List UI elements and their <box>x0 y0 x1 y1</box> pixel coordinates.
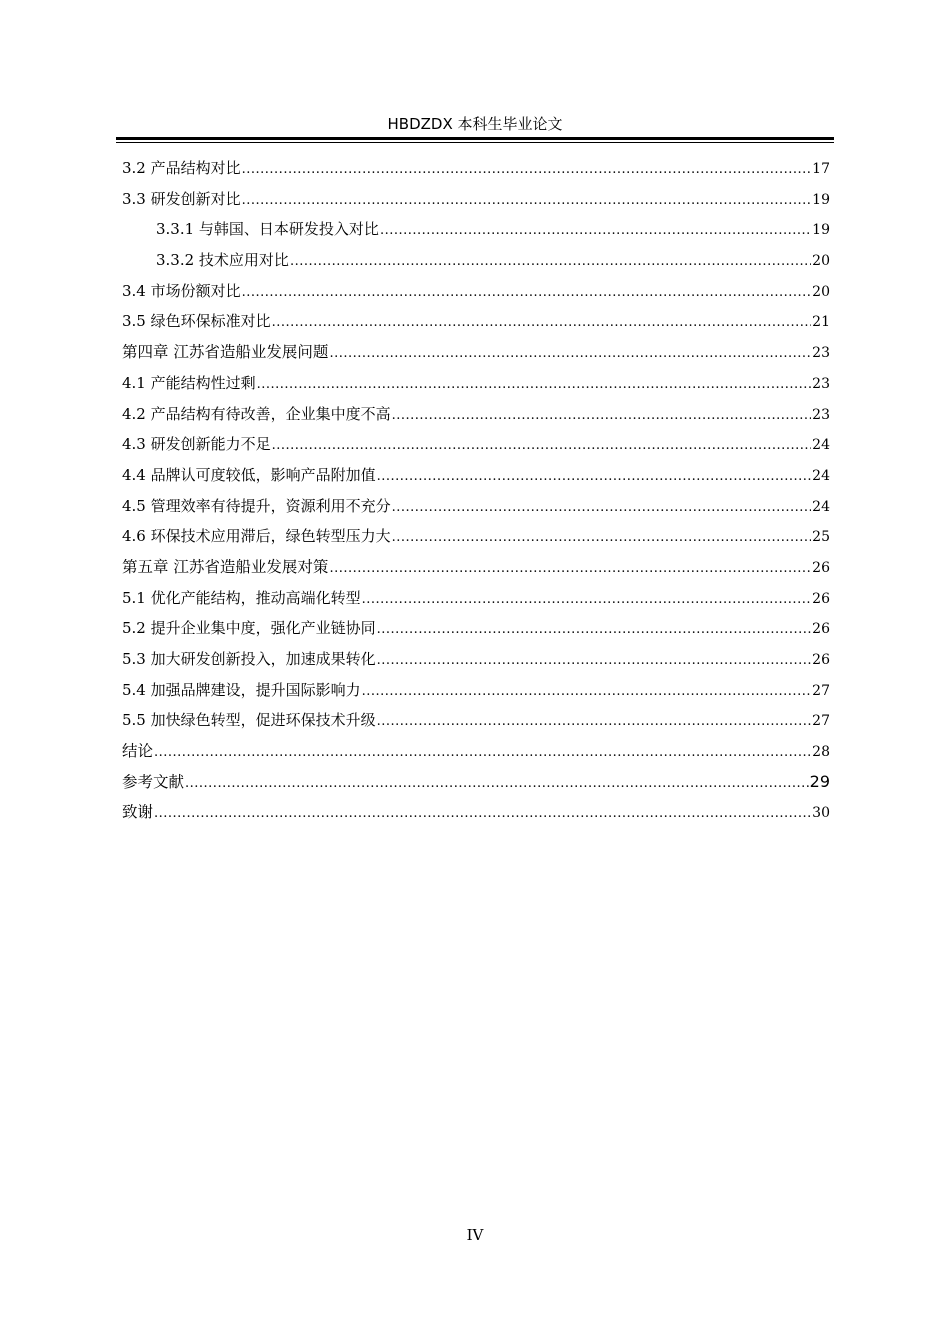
toc-entry-page: 23 <box>812 406 830 423</box>
toc-entry-title: 致谢 <box>122 803 154 822</box>
toc-entry-page: 30 <box>812 805 830 822</box>
toc-entry-page: 19 <box>812 222 830 239</box>
header-rule-thin <box>116 142 834 143</box>
toc-entry-title: 5.3 加大研发创新投入，加速成果转化 <box>122 650 376 668</box>
toc-entry-page: 20 <box>812 253 830 270</box>
running-header: HBDZDX 本科生毕业论文 <box>387 115 563 133</box>
toc-entry-title: 5.5 加快绿色转型，促进环保技术升级 <box>122 711 376 730</box>
toc-dot-leader <box>242 188 812 214</box>
toc-entry-title: 5.1 优化产能结构，推动高端化转型 <box>122 588 361 607</box>
toc-entry-page: 27 <box>812 713 830 730</box>
toc-entry[interactable] <box>122 646 830 677</box>
toc-entry-title: 第五章 江苏省造船业发展对策 <box>122 557 329 576</box>
toc-entry-title: 第四章 江苏省造船业发展问题 <box>122 343 329 362</box>
toc-dot-leader <box>377 464 812 490</box>
toc-entry-page: 23 <box>812 345 830 362</box>
toc-entry-title: 4.4 品牌认可度较低，影响产品附加值 <box>122 465 376 484</box>
toc-entry[interactable] <box>122 431 830 462</box>
toc-dot-leader <box>329 341 811 367</box>
toc-entry-page: 24 <box>812 498 830 515</box>
toc-dot-leader <box>377 709 812 735</box>
toc-entry-page: 29 <box>809 771 830 791</box>
toc-entry-title: 5.2 提升企业集中度，强化产业链协同 <box>122 619 376 638</box>
toc-entry[interactable] <box>122 493 830 524</box>
toc-entry[interactable] <box>122 370 830 401</box>
toc-dot-leader <box>272 310 812 336</box>
toc-entry-title: 参考文献 <box>122 772 185 791</box>
toc-entry-title: 3.3.2 技术应用对比 <box>156 251 289 270</box>
toc-entry-title: 3.3.1 与韩国、日本研发投入对比 <box>156 220 379 239</box>
toc-dot-leader <box>154 740 811 766</box>
toc-dot-leader <box>392 495 812 521</box>
toc-entry-page: 17 <box>812 161 830 177</box>
toc-entry[interactable] <box>122 738 830 769</box>
toc-dot-leader <box>392 525 812 551</box>
toc-entry[interactable] <box>122 769 830 800</box>
page-number: IV <box>466 1226 484 1244</box>
toc-dot-leader <box>272 433 812 459</box>
header-rule-thick <box>116 137 834 140</box>
toc-entry-page: 21 <box>812 314 830 331</box>
toc-dot-leader <box>362 587 812 613</box>
toc-entry[interactable] <box>122 247 830 278</box>
table-of-contents <box>122 155 830 830</box>
toc-entry-page: 20 <box>812 283 830 300</box>
toc-entry-title: 4.2 产品结构有待改善，企业集中度不高 <box>122 404 391 423</box>
toc-dot-leader <box>377 648 812 674</box>
toc-entry-title: 4.6 环保技术应用滞后，绿色转型压力大 <box>122 527 391 546</box>
toc-entry[interactable] <box>122 308 830 339</box>
toc-entry-title: 5.4 加强品牌建设，提升国际影响力 <box>122 680 361 699</box>
toc-entry-title: 3.3 研发创新对比 <box>122 189 241 208</box>
toc-entry[interactable] <box>122 585 830 616</box>
toc-entry-page: 28 <box>812 744 830 761</box>
toc-entry-title: 3.5 绿色环保标准对比 <box>122 312 271 331</box>
toc-entry-title: 3.2 产品结构对比 <box>122 159 241 177</box>
toc-dot-leader <box>380 218 811 244</box>
toc-entry-page: 27 <box>812 682 830 699</box>
toc-entry-title: 3.4 市场份额对比 <box>122 281 241 300</box>
toc-entry[interactable] <box>122 462 830 493</box>
toc-entry-page: 26 <box>812 559 830 576</box>
toc-entry[interactable] <box>122 615 830 646</box>
toc-entry-page: 24 <box>812 437 830 454</box>
toc-entry-title: 4.3 研发创新能力不足 <box>122 435 271 454</box>
toc-dot-leader <box>377 617 812 643</box>
toc-entry-page: 24 <box>812 467 830 484</box>
toc-entry[interactable] <box>122 677 830 708</box>
toc-entry[interactable] <box>122 707 830 738</box>
toc-dot-leader <box>290 249 811 275</box>
toc-dot-leader <box>154 801 811 827</box>
toc-dot-leader <box>329 556 811 582</box>
toc-entry-title: 4.1 产能结构性过剩 <box>122 373 256 392</box>
toc-dot-leader <box>257 372 812 398</box>
toc-entry-page: 26 <box>812 590 830 607</box>
toc-entry-page: 25 <box>812 529 830 546</box>
toc-entry[interactable] <box>122 523 830 554</box>
toc-dot-leader <box>392 403 812 429</box>
toc-entry[interactable] <box>122 186 830 217</box>
toc-dot-leader <box>185 771 809 797</box>
toc-entry-title: 结论 <box>122 742 154 761</box>
toc-entry[interactable] <box>122 799 830 830</box>
toc-entry[interactable] <box>122 216 830 247</box>
toc-entry[interactable] <box>122 278 830 309</box>
toc-entry[interactable] <box>122 155 830 186</box>
toc-dot-leader <box>362 679 812 705</box>
toc-entry-page: 26 <box>812 652 830 668</box>
toc-entry-title: 4.5 管理效率有待提升，资源利用不充分 <box>122 496 391 515</box>
toc-entry-page: 26 <box>812 621 830 638</box>
toc-entry-page: 19 <box>812 191 830 208</box>
toc-dot-leader <box>242 157 812 183</box>
toc-entry-page: 23 <box>812 375 830 392</box>
toc-entry[interactable] <box>122 339 830 370</box>
toc-dot-leader <box>242 280 812 306</box>
toc-entry[interactable] <box>122 401 830 432</box>
toc-entry[interactable] <box>122 554 830 585</box>
